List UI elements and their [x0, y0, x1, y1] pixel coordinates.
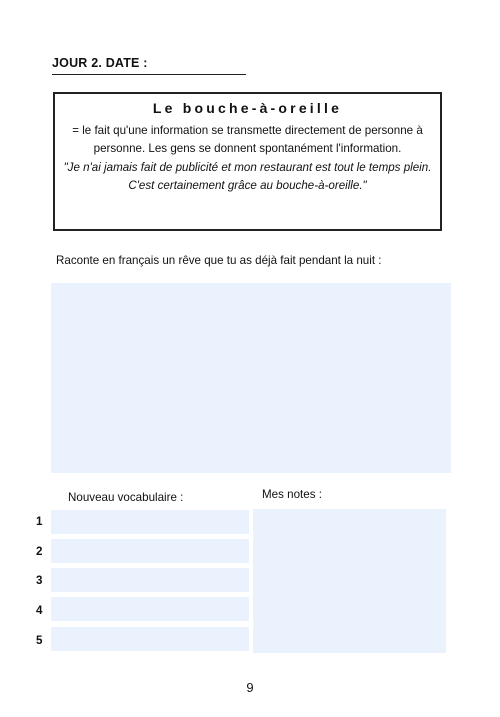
vocab-row-number: 4 — [36, 604, 43, 617]
vocab-row-number: 5 — [36, 634, 43, 647]
vocab-row-number: 2 — [36, 545, 43, 558]
definition-box — [53, 92, 442, 231]
vocabulary-label: Nouveau vocabulaire : — [68, 491, 184, 504]
definition-text: = le fait qu'une information se transmette directement de personne à personne. Les gens se donnent spontanément l'information. — [72, 124, 423, 155]
answer-writing-area[interactable] — [51, 283, 451, 473]
vocab-row-number: 3 — [36, 574, 43, 587]
page-number: 9 — [246, 680, 254, 695]
notes-label: Mes notes : — [262, 488, 322, 501]
notes-writing-area[interactable] — [253, 509, 446, 653]
vocab-row-field[interactable] — [51, 568, 249, 592]
vocab-row-field[interactable] — [51, 597, 249, 621]
vocab-row-number: 1 — [36, 515, 43, 528]
vocab-row-field[interactable] — [51, 627, 249, 651]
vocab-row-field[interactable] — [51, 510, 249, 534]
exercise-prompt: Raconte en français un rêve que tu as déjà fait pendant la nuit : — [56, 254, 382, 267]
definition-title: Le bouche-à-oreille — [152, 100, 343, 116]
definition-example: "Je n'ai jamais fait de publicité et mon restaurant est tout le temps plein. C'est certainement grâce au bouche-à-oreille." — [63, 161, 432, 192]
day-date-heading: JOUR 2. DATE : — [52, 56, 246, 75]
vocab-row-field[interactable] — [51, 539, 249, 563]
